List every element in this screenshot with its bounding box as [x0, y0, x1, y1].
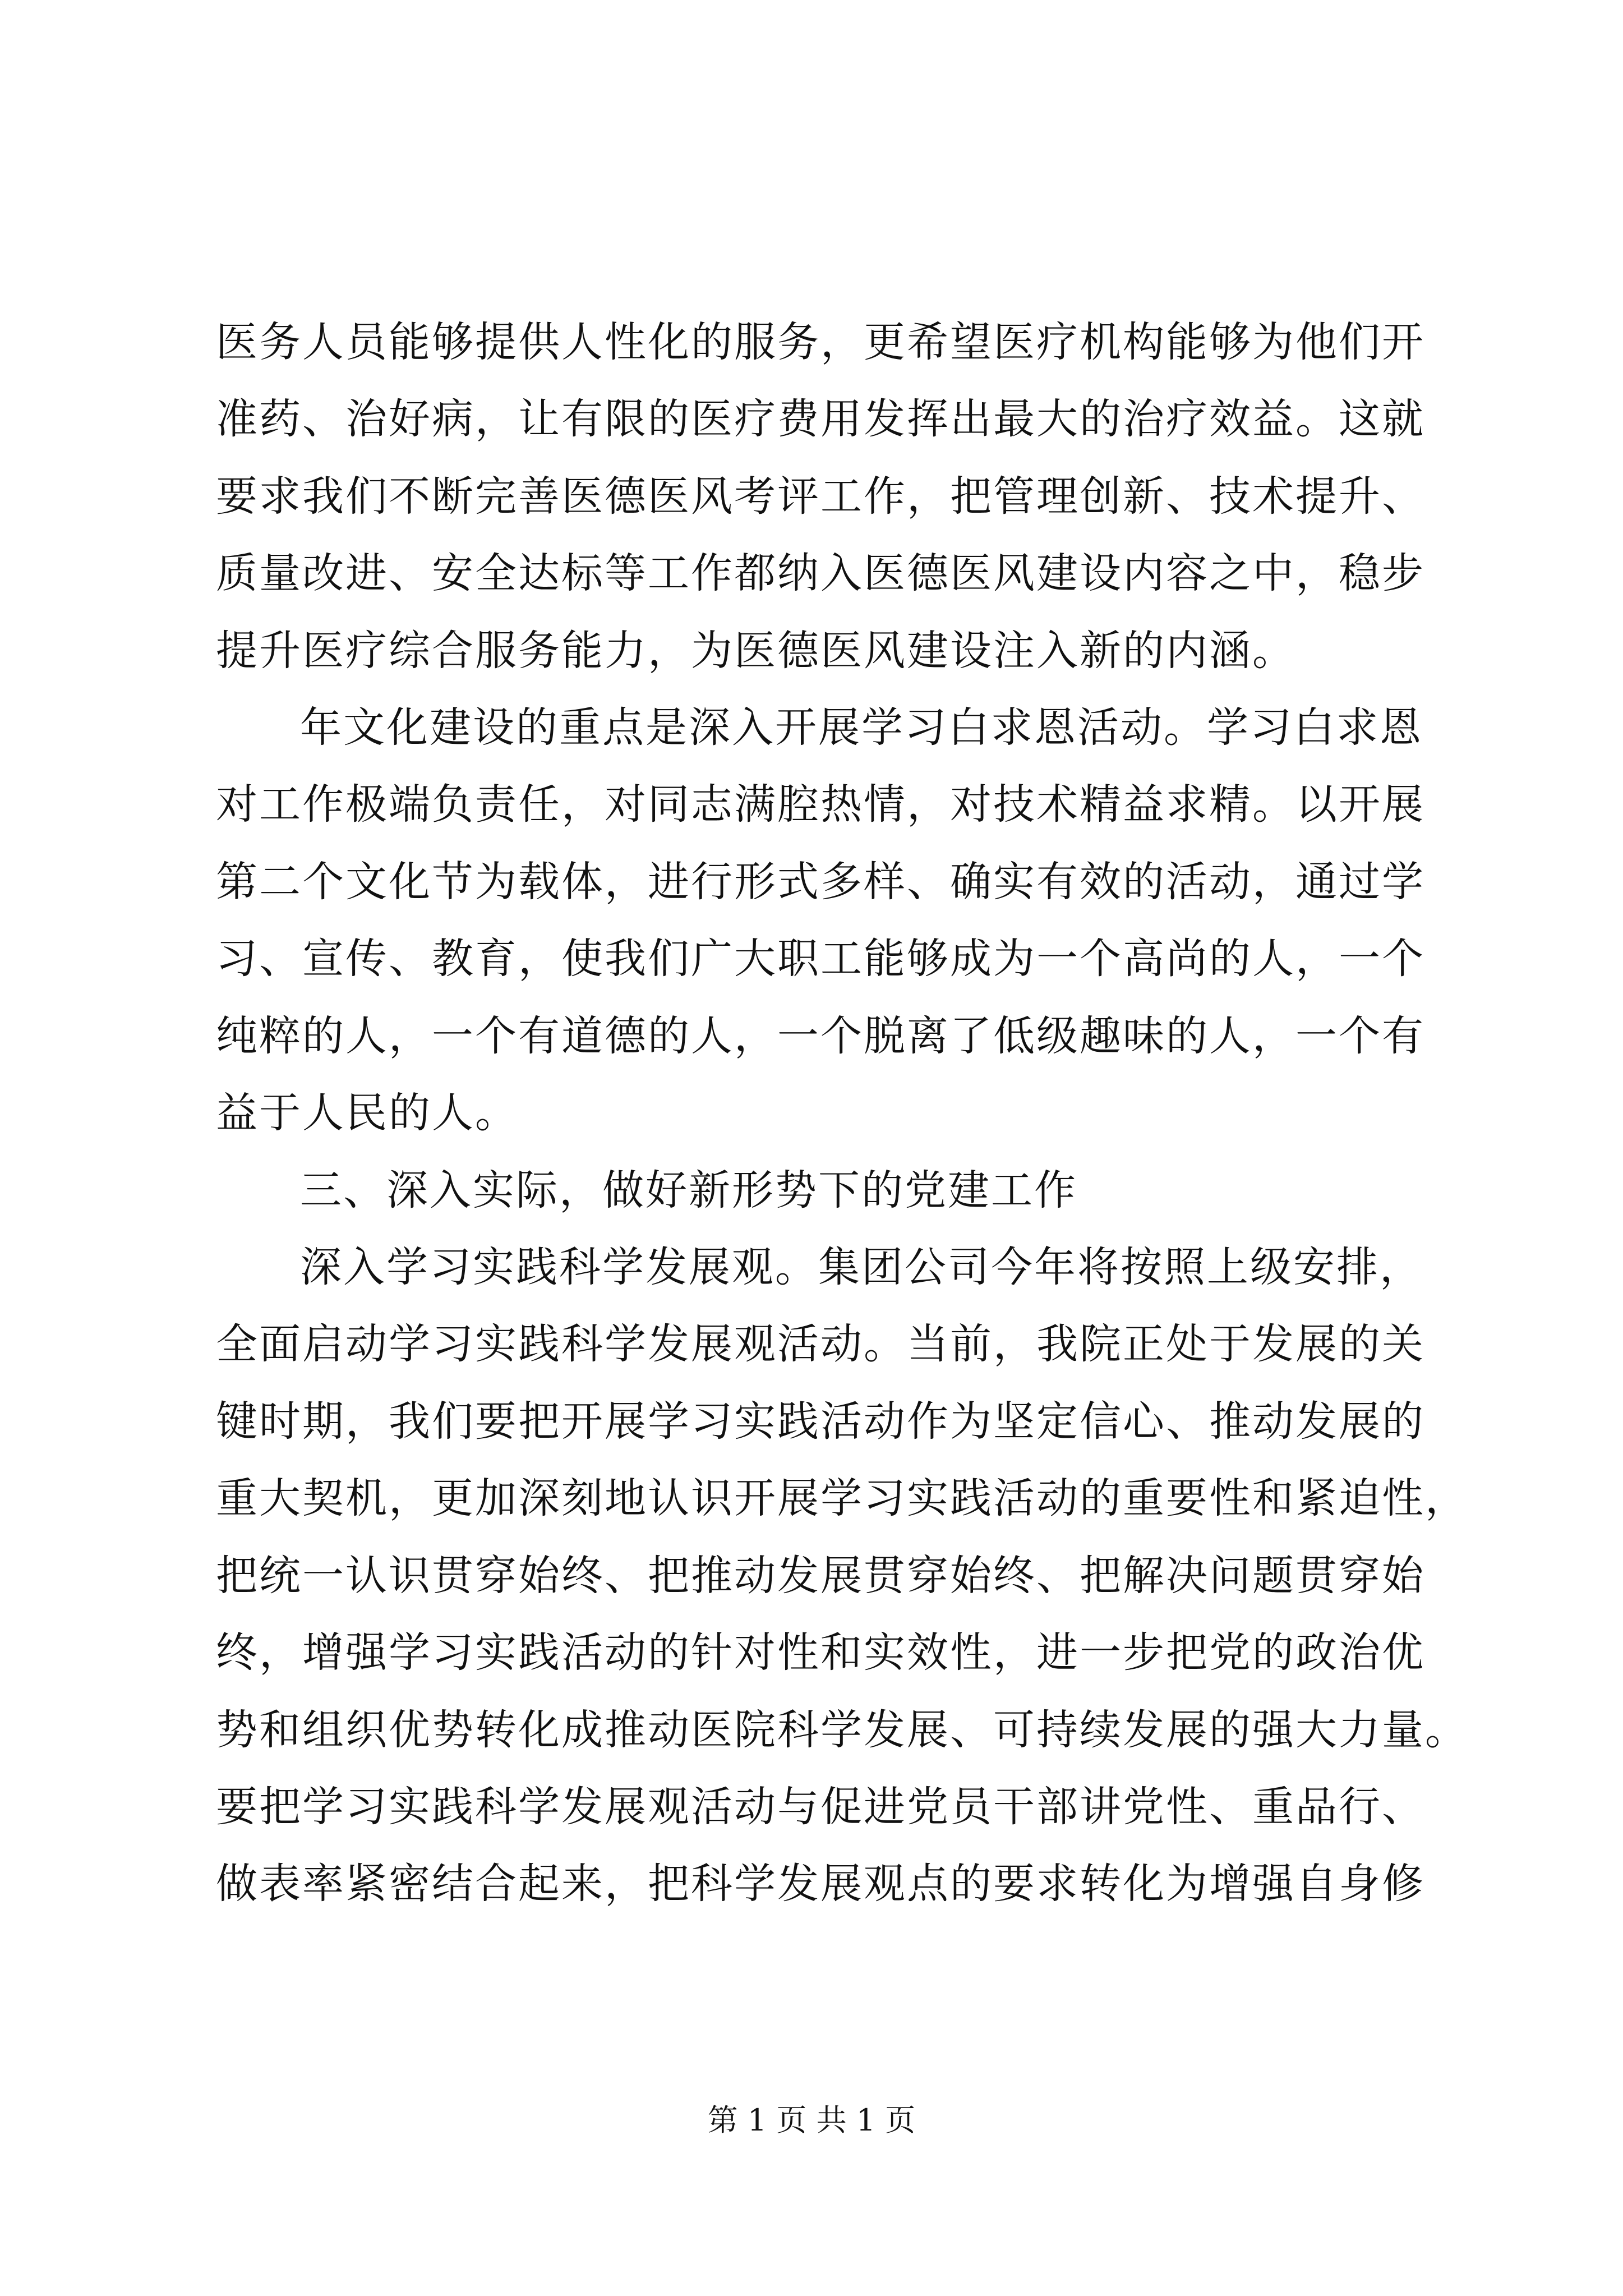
paragraph-first-line: 年文化建设的重点是深入开展学习白求恩活动。学习白求恩	[300, 703, 1423, 752]
text-line: 要求我们不断完善医德医风考评工作，把管理创新、技术提升、	[216, 472, 1425, 521]
text-line: 质量改进、安全达标等工作都纳入医德医风建设内容之中，稳步	[216, 549, 1425, 597]
text-line: 第二个文化节为载体，进行形式多样、确实有效的活动，通过学	[216, 858, 1425, 906]
section-heading: 三、深入实际，做好新形势下的党建工作	[300, 1166, 1077, 1214]
text-line: 纯粹的人，一个有道德的人，一个脱离了低级趣味的人，一个有	[216, 1012, 1425, 1060]
text-line: 医务人员能够提供人性化的服务，更希望医疗机构能够为他们开	[216, 318, 1425, 366]
text-line: 提升医疗综合服务能力，为医德医风建设注入新的内涵。	[216, 627, 1295, 675]
text-line: 益于人民的人。	[216, 1089, 518, 1137]
paragraph-first-line: 深入学习实践科学发展观。集团公司今年将按照上级安排，	[300, 1243, 1423, 1291]
text-line: 键时期，我们要把开展学习实践活动作为坚定信心、推动发展的	[216, 1397, 1425, 1446]
text-line: 势和组织优势转化成推动医院科学发展、可持续发展的强大力量。	[216, 1706, 1468, 1754]
text-line: 习、宣传、教育，使我们广大职工能够成为一个高尚的人，一个	[216, 935, 1425, 983]
text-line: 对工作极端负责任，对同志满腔热情，对技术精益求精。以开展	[216, 780, 1425, 829]
text-line: 准药、治好病，让有限的医疗费用发挥出最大的治疗效益。这就	[216, 395, 1425, 443]
page-footer: 第 1 页 共 1 页	[707, 2102, 916, 2138]
text-line: 要把学习实践科学发展观活动与促进党员干部讲党性、重品行、	[216, 1783, 1425, 1831]
text-line: 全面启动学习实践科学发展观活动。当前，我院正处于发展的关	[216, 1320, 1425, 1368]
text-line: 把统一认识贯穿始终、把推动发展贯穿始终、把解决问题贯穿始	[216, 1552, 1425, 1600]
text-line: 终，增强学习实践活动的针对性和实效性，进一步把党的政治优	[216, 1628, 1425, 1677]
text-line: 重大契机，更加深刻地认识开展学习实践活动的重要性和紧迫性，	[216, 1474, 1468, 1522]
text-line: 做表率紧密结合起来，把科学发展观点的要求转化为增强自身修	[216, 1860, 1425, 1908]
